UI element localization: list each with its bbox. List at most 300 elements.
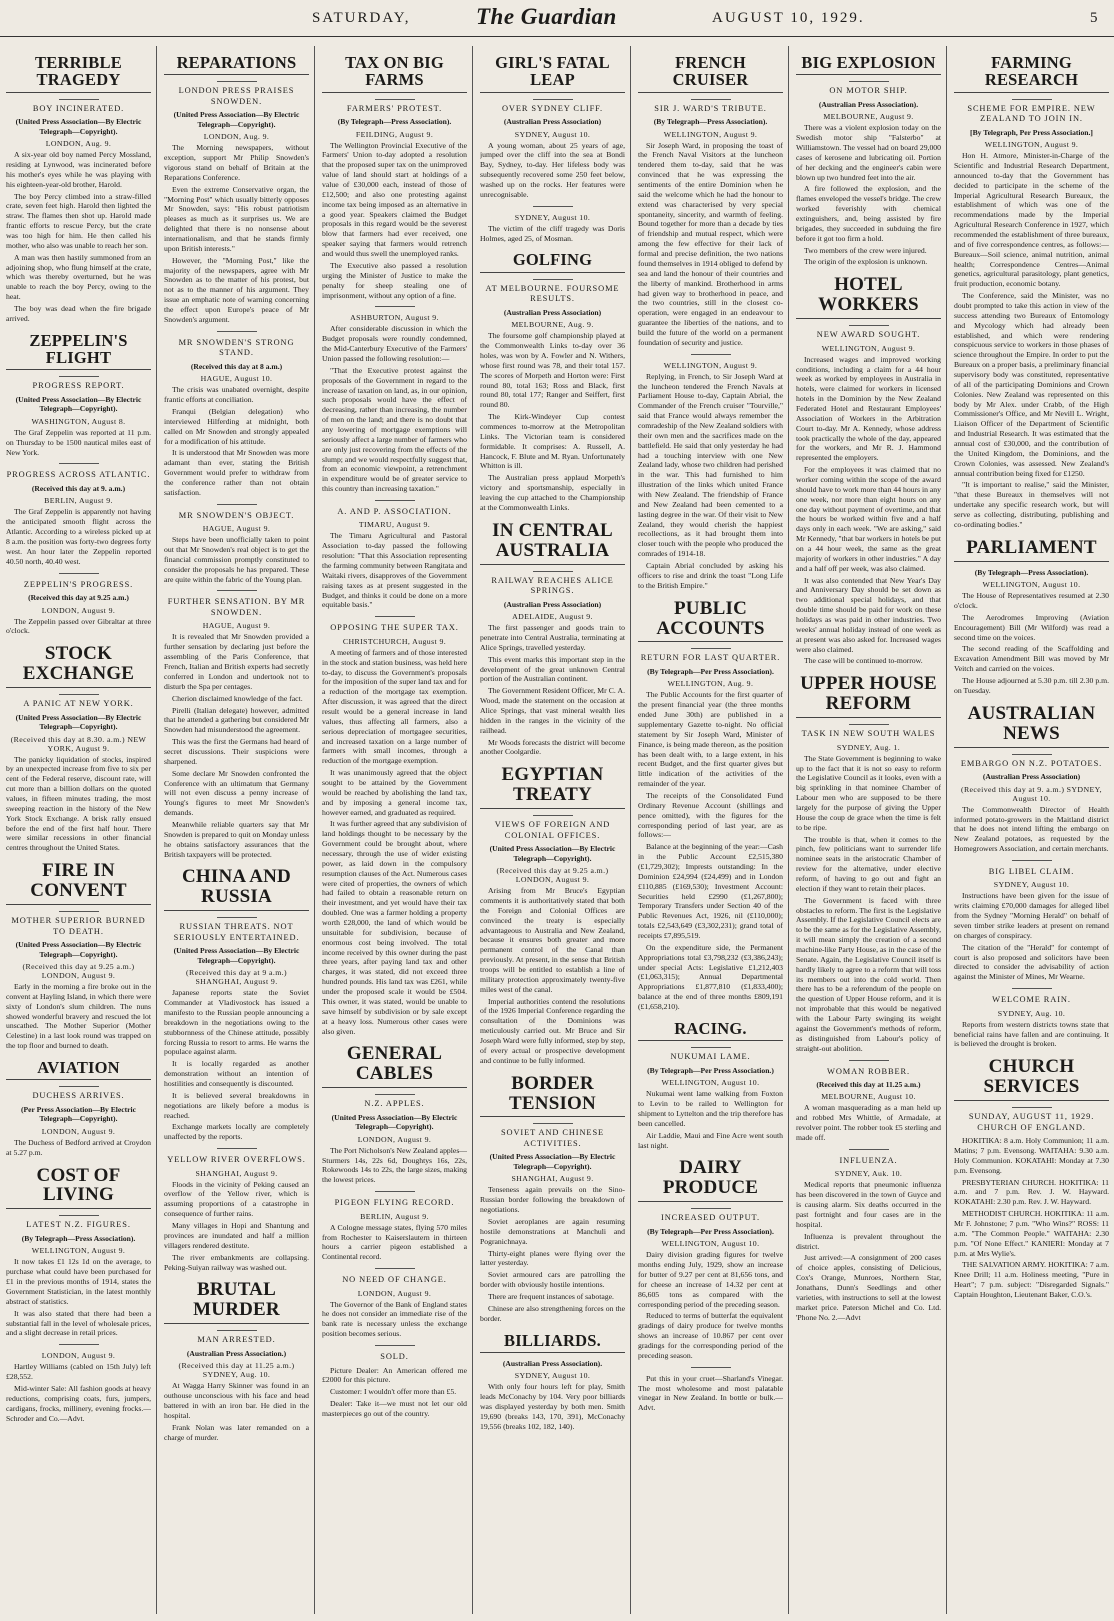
article-paragraph: On the expenditure side, the Permanent Appropriations total £3,798,232 (£3,386,243); under special Acts: Legislative £1,212,403 (£1,063,315); Annual Departmental Appropriations £1,877,810 (£1,833,400); balance at the end of three months £809,191 (£1,658,210). bbox=[638, 942, 783, 1012]
article-paragraph: Sir Joseph Ward, in proposing the toast of the French Naval Visitors at the luncheon tendered them to-day, said that he was convinced that he was expressing the sentiments of the entire Dominion when he said the welcome which he had the honour to extend was characterised by very special spontaneity, sincerity, and warmth of feeling. Bound together for more than a decade by ties of friendship and mutual respect, which were among the few effective for their lack of formal and precise definition, the two nations found themselves in 1914 obliged to defend by sea and land the honour of their countries and the liberty of mankind. Brotherhood in arms had given way to brotherhood in peace, and the two countries, still in the closest co-operation, were engaged in an endeavour to guarantee the liberties of the nations, and to build the future of the world on a permanent foundation of security and justice. bbox=[638, 140, 783, 347]
article-paragraph: A Cologne message states, flying 570 miles from Rochester to Kaiserslautern in thirteen hours a carrier pigeon established a Continental record. bbox=[322, 1222, 467, 1262]
article-dateline: BERLIN, August 9. bbox=[360, 1211, 429, 1221]
article-subhead: INCREASED OUTPUT. bbox=[638, 1208, 783, 1224]
article-headline: BILLIARDS. bbox=[480, 1332, 625, 1353]
article-dateline: WELLINGTON, August 9. bbox=[821, 343, 916, 353]
article-dateline: SYDNEY, August 10. bbox=[514, 212, 591, 222]
section-divider bbox=[59, 573, 99, 574]
article-paragraph: The State Government is beginning to wake up to the fact that it is not so easy to reform the Legislative Council as it looks, even with a big sprinkling in that nominee Chamber of Labour men who are supposed to be there largely for the purpose of giving the Upper House the coup de grace when the time is felt to be ripe. bbox=[796, 753, 941, 832]
article-paragraph: Steps have been unofficially taken to point out that Mr Snowden's real object is to get the financial commission promptly constituted to consider the proposals he has prepared. These are quite within the fabric of the Young plan. bbox=[164, 535, 309, 584]
article-paragraph: The Government Resident Officer, Mr C. A. Wood, made the statement on the occasion at Alice Springs, that vast mineral wealth lies hidden in the ranges in the vicinity of the railhead. bbox=[480, 686, 625, 735]
section-divider bbox=[375, 306, 415, 307]
article-headline: HOTEL WORKERS bbox=[796, 275, 941, 319]
article-paragraph: PRESBYTERIAN CHURCH. HOKITIKA: 11 a.m. and 7 p.m. Rev. J. W. Hayward. KOKATAHI: 2.30 p.m. Rev. J. W. Hayward. bbox=[954, 1177, 1109, 1207]
article-subhead: OVER SYDNEY CLIFF. bbox=[480, 99, 625, 115]
column-3 bbox=[322, 46, 467, 1614]
article bbox=[6, 1059, 151, 1158]
article bbox=[6, 1344, 151, 1423]
article-dateline: ADELAIDE, August 9. bbox=[512, 612, 593, 622]
article-paragraph: For the employees it was claimed that no worker coming within the scope of the award should have to work more than 44 hours in any one week, nor more than eight hours on any one day without payment of overtime, and that the hours be worked within five and a half days only in each week. "We are asking," said Mr Kennedy, "that bar workers in hotels be put on a 44 hour week, the same as the great majority of workers in other industries." A day and a half off per week, was also claimed. bbox=[796, 465, 941, 573]
article-paragraph: However, the "Morning Post," like the majority of the newspapers, agree with Mr Snowden as to the matter of his protest, but not as to the manner of his argument. They issue an emphatic note of warning concerning the effect upon Europe's peace of Mr Snowden's argument. bbox=[164, 255, 309, 324]
article-subhead: RUSSIAN THREATS. NOT SERIOUSLY ENTERTAINED. bbox=[164, 917, 309, 943]
article-dateline: SYDNEY, August 10. bbox=[514, 129, 591, 139]
article-dateline: (Received this day at 9. a.m.) SYDNEY, August 10. bbox=[960, 784, 1103, 803]
article-paragraph: The foursome golf championship played at the Commonwealth Links to-day over 36 holes, was won by A. Fowler and N. Withers, whose first round was 78, and their total 157. The scores of Morpeth and Horton were: First round 80, total 163; Ross and Black, first round 80, total 177; Ranger and Seiffert, first round 80. bbox=[480, 331, 625, 410]
article-paragraph: HOKITIKA: 8 a.m. Holy Communion; 11 a.m. Matins; 7 p.m. Evensong. WAITAHA: 9.30 a.m. Holy Communion. KOKATAHI: Monday at 7.30 p.m. Evensong. bbox=[954, 1136, 1109, 1175]
article-paragraph: A woman masquerading as a man held up and robbed Mrs Whittle, of Armadale, at revolver point. The robber took £5 sterling and made off. bbox=[796, 1103, 941, 1143]
article-paragraph: The Commonwealth Director of Health informed potato-growers in the Maitland district that he does not intend lifting the embargo on New Zealand potatoes, as requested by the Homegrowers Association, and certain merchants. bbox=[954, 804, 1109, 854]
article-credit: (Per Press Association—By Electric Telegraph—Copyright). bbox=[20, 1104, 137, 1124]
article-dateline: BERLIN, August 9. bbox=[44, 496, 113, 506]
article-paragraph: There are frequent instances of sabotage. bbox=[488, 1292, 614, 1302]
article-subhead: SIR J. WARD'S TRIBUTE. bbox=[638, 99, 783, 115]
section-divider bbox=[59, 1344, 99, 1345]
article bbox=[480, 765, 625, 1065]
article-dateline: HAGUE, August 9. bbox=[202, 524, 271, 534]
article-paragraph: It now takes £1 12s 1d on the average, to purchase what could have been purchased for £1 in the previous months of 1914, states the Government Statistician, in the latest monthly abstract of statistics. bbox=[6, 1257, 151, 1306]
article-paragraph: Balance at the beginning of the year:—Cash in the Public Account £2,515,380 (£1,729,302); Imprests outstanding: In the Dominion £24,994 (£24,499) and in London £110,885 (£169,530); Investment Account: Securities held £2990 (£1,267,800); Temporary Transfers under Section 40 of the Public Revenues Act, 1926, nil (£110,000); totals £2,543,649 (£3,302,231); grand total of receipts £7,895,519. bbox=[638, 842, 783, 941]
section-divider bbox=[375, 1191, 415, 1192]
article-subhead: ZEPPELIN'S PROGRESS. bbox=[23, 579, 134, 589]
article-dateline: WELLINGTON, August 10. bbox=[982, 580, 1081, 590]
article-subhead: WOMAN ROBBER. bbox=[827, 1066, 910, 1076]
article bbox=[796, 275, 941, 666]
article bbox=[796, 54, 941, 267]
masthead-title: The Guardian bbox=[476, 4, 617, 29]
section-divider bbox=[849, 1060, 889, 1061]
article-paragraph: Thirty-eight planes were flying over the latter yesterday. bbox=[480, 1248, 625, 1268]
article-paragraph: The Public Accounts for the first quarter of the present financial year (the three months ended June 30th) are published in a supplementary Gazette to-night. No official statement by Sir Joseph Ward, Minister of Finance, is being made thereon, as the position has been dealt with, to a large extent, in his recent Budget, and the first quarter gives but little indication of the activities of the remainder of the year. bbox=[638, 690, 783, 789]
article-paragraph: METHODIST CHURCH. HOKITIKA: 11 a.m. Mr F. Johnstone; 7 p.m. "Who Wins?" ROSS: 11 a.m. "The Common People." WAITAHA: 2.30 p.m. "Of None Effect." KANIERI: Monday at 7 p.m. at Mrs Wylie's. bbox=[954, 1209, 1109, 1258]
article-paragraph: Some declare Mr Snowden confronted the Conference with an ultimatum that Germany will not even discuss a penny increase of Young's figures to meet Mr Snowden's demands. bbox=[164, 768, 309, 818]
article-credit: (Australian Press Association) bbox=[982, 772, 1081, 782]
article-credit: (Australian Press Association) bbox=[503, 599, 602, 609]
article-subhead: LONDON PRESS PRAISES SNOWDEN. bbox=[164, 81, 309, 107]
article-headline: BRUTAL MURDER bbox=[164, 1280, 309, 1324]
article-paragraph: The Morning newspapers, without exception, support Mr Philip Snowden's vigorous stand on behalf of Britain at the Reparations Conference. bbox=[164, 143, 309, 182]
article-paragraph: The Timaru Agricultural and Pastoral Association to-day passed the following resolution: "That this Association representing the farming community between Rangitata and Waitaki rivers, disapproves of the Government raising taxes as at present suggested in the Budget, and thinks it could be done on a more equitable basis." bbox=[322, 531, 467, 610]
article bbox=[322, 54, 467, 300]
article-paragraph: Frank Nolan was later remanded on a charge of murder. bbox=[164, 1422, 309, 1442]
article-paragraph: The Governor of the Bank of England states he does not consider an immediate rise of the bank rate is necessary unless the exchange position becomes serious. bbox=[322, 1299, 467, 1339]
article-paragraph: The citation of the "Herald" for contempt of court is also proposed and solicitors have been directed to consider the advisability of action against the Minister of Mines, Mr Wearne. bbox=[954, 942, 1109, 982]
article-dateline: MELBOURNE, August 9. bbox=[823, 112, 914, 122]
article-paragraph: Arising from Mr Bruce's Egyptian comments it is authoritatively stated that both the Foreign and Colonial Offices are convinced the treaty is especially advantageous to Australia and New Zealand, because it ensures both greater and more permanent control of the Canal than previously. At present, in the sense that British troops will be entitled to establish a line of military protection approximately twenty-five miles west of the canal. bbox=[480, 886, 625, 994]
article-paragraph: "That the Executive protest against the proposals of the Government in regard to the increase of taxation on land, as, in our opinion, such proposals would have the effect of decreasing, rather than increasing, the number of men on the land; and there is no doubt that any lowering of mortgage exemptions will seriously affect a large number of farmers who are only just recovering from the effects of the slump; and we would respectfully suggest that, from an economic viewpoint, a retrenchment in expenditure would be of greater service to this country than increasing taxation." bbox=[322, 365, 467, 494]
article-paragraph: Dealer: Take it—we must not let our old masterpieces go out of the country. bbox=[322, 1399, 467, 1418]
article-subhead: ON MOTOR SHIP. bbox=[796, 81, 941, 97]
article bbox=[638, 1367, 783, 1413]
article-credit: (By Telegraph—Press Association). bbox=[653, 117, 768, 127]
article-paragraph: Nukumai went lame walking from Foxton to Levin to be railed to Wellington for shipment to Lyttelton and the trip therefore has been cancelled. bbox=[638, 1089, 783, 1128]
article bbox=[6, 332, 151, 458]
article-paragraph: A man was then hastily summoned from an adjoining shop, who flung himself at the crate, which was thereby overturned, but he was unable to reach the boy Percy, owing to the heat. bbox=[6, 252, 151, 302]
article bbox=[6, 861, 151, 1051]
article-credit: (Received this day at 11.25 a.m.) bbox=[816, 1080, 921, 1089]
article-subhead: FARMERS' PROTEST. bbox=[322, 99, 467, 115]
article-headline: COST OF LIVING bbox=[6, 1166, 151, 1210]
article bbox=[480, 1332, 625, 1432]
article-headline: STOCK EXCHANGE bbox=[6, 644, 151, 688]
article-paragraph: The boy was dead when the fire brigade arrived. bbox=[6, 303, 151, 323]
article-paragraph: The second reading of the Scaffolding and Excavation Amendment Bill was moved by Mr Veitch and carried on the voices. bbox=[954, 644, 1109, 674]
page-number: 5 bbox=[1090, 10, 1098, 26]
article bbox=[322, 1191, 467, 1262]
article-dateline: WELLINGTON, August 9. bbox=[663, 360, 758, 370]
article-paragraph: Replying, in French, to Sir Joseph Ward at the luncheon tendered the French Navals at Parliament House to-day, Captain Abrial, the Commander of the French cruiser "Tourville," said that France would always remember the comradeship of the New Zealand soldiers with their own men and the sacrifices made on the battlefield. He said that only yesterday he had had a touching interview with one New Zealand lady, whose two children had perished in the war. This had furnished to him illustration of the links which united France with New Zealand. The friendship of France and New Zealand had been cemented to a lasting degree in the war. Of their visit to New Zealand, they would cherish the happiest recollections, as it had brought them into closer touch with the people who produced the comrades of 1914-18. bbox=[638, 371, 783, 559]
article-credit: (United Press Association—By Electric Telegraph—Copyright). bbox=[15, 712, 142, 732]
article-dateline: WELLINGTON, Aug. 9. bbox=[667, 679, 754, 689]
article-subhead: SOLD. bbox=[380, 1352, 409, 1362]
article-headline: AUSTRALIAN NEWS bbox=[954, 704, 1109, 748]
article-credit: (By Telegraph—Press Association). bbox=[974, 567, 1089, 577]
article-credit: (Australian Press Association). bbox=[502, 1358, 603, 1368]
article bbox=[638, 599, 783, 1012]
article-dateline: (Received this day at 8.30. a.m.) NEW YORK, August 9. bbox=[10, 734, 147, 753]
article-paragraph: Many villages in Hopi and Shantung and provinces are inundated and half a million villagers rendered destitute. bbox=[164, 1221, 309, 1250]
article bbox=[796, 1149, 941, 1323]
article-paragraph: The river embankments are collapsing. Peking-Suiyan railway was washed out. bbox=[164, 1252, 309, 1272]
article-headline: IN CENTRAL AUSTRALIA bbox=[480, 521, 625, 565]
article-paragraph: The Conference, said the Minister, was no doubt prompted to take this action in view of the success attending two Bureaux of Entomology and Mycology which had already been established, and which were rendering conspicuous service to workers in those phases of science throughout the Empire. In order to put the Bureaux on a proper basis, a preliminary financial supervisory body was constituted, representative of all of the participating Dominions and Crown Colonies. New Zealand was represented on this body by Mr Alex. under Crabb, of the High Commissioner's Office, and Mr Nevill L. Wright, Liaison Officer of the Department of Scientific and Industrial Research. It was estimated that the annual cost of £30,000, and the contribution of the United Kingdom, the Dominions, and the Crown Colonies, was assessed. New Zealand's annual contribution being fixed for £1250. bbox=[954, 291, 1109, 478]
column-1 bbox=[6, 46, 151, 1614]
article bbox=[164, 1280, 309, 1442]
article bbox=[164, 590, 309, 859]
article-subhead: A. AND P. ASSOCIATION. bbox=[337, 506, 452, 516]
article bbox=[954, 538, 1109, 696]
article-credit: (United Press Association—By Electric Telegraph—Copyright). bbox=[15, 394, 142, 414]
section-divider bbox=[217, 1148, 257, 1149]
section-divider bbox=[217, 331, 257, 332]
article-subhead: PROGRESS ACROSS ATLANTIC. bbox=[6, 470, 151, 480]
article-headline: BIG EXPLOSION bbox=[796, 54, 941, 75]
article-paragraph: The Executive also passed a resolution urging the Minister of Justice to make the penalty for sheep stealing one of imprisonment, without any option of a fine. bbox=[322, 260, 467, 300]
article bbox=[322, 1044, 467, 1185]
article bbox=[6, 1166, 151, 1339]
article-subhead: OPPOSING THE SUPER TAX. bbox=[330, 623, 459, 633]
article-paragraph: The Wellington Provincial Executive of the Farmers' Union to-day adopted a resolution that the proposed super tax on the unimproved value of land should start at holdings of a value of £30,000 each, instead of those of £12,500; and also one protesting against income tax being imposed as an alternative in a good year. Speakers claimed the Budget proposals in this regard would be the severest blow that farmers had ever received, one speaker saying that farmers would retrench and would thus swell the unemployed ranks. bbox=[322, 140, 467, 259]
article-headline: FIRE IN CONVENT bbox=[6, 861, 151, 905]
article-paragraph: Soviet armoured cars are patrolling the border with obviously hostile intentions. bbox=[480, 1270, 625, 1290]
article-paragraph: The Duchess of Bedford arrived at Croydon at 5.27 p.m. bbox=[6, 1137, 151, 1157]
article-paragraph: Put this in your cruet—Sharland's Vinegar. The most wholesome and most palatable vinegar in New Zealand. In bottle or bulk.—Advt. bbox=[638, 1373, 783, 1413]
article-paragraph: The receipts of the Consolidated Fund Ordinary Revenue Account (shillings and pence omitted), with the figures for the corresponding period of last year, are as follows:— bbox=[638, 791, 783, 840]
article-subhead: MAN ARRESTED. bbox=[164, 1330, 309, 1346]
article-subhead: TASK IN NEW SOUTH WALES bbox=[796, 724, 941, 740]
article-paragraph: "It is important to realise," said the Minister, "that these Bureaux in themselves will not undertake any specific research work, but will serve as collecting, distributing, publishing and co-ordinating bodies." bbox=[954, 480, 1109, 529]
article bbox=[638, 354, 783, 591]
section-divider bbox=[691, 354, 731, 355]
article-headline: DAIRY PRODUCE bbox=[638, 1158, 783, 1202]
article-subhead: NEW AWARD SOUGHT. bbox=[796, 325, 941, 341]
article-dateline: SHANGHAI, August 9. bbox=[195, 1168, 278, 1178]
article-headline: TERRIBLE TRAGEDY bbox=[6, 54, 151, 93]
article-paragraph: Imperial authorities contend the resolutions of the 1926 Imperial Conference regarding the consultation of the Dominions was meticulously carried out. Mr Bruce and Sir Joseph Ward were fully informed, step by step, of every actual or prospective development and continue to be fully informed. bbox=[480, 996, 625, 1065]
article-credit: (By Telegraph—Press Association). bbox=[21, 1233, 136, 1243]
article-credit: (Received this day at 8 a.m.) bbox=[190, 361, 283, 371]
article-credit: (United Press Association—By Electric Telegraph—Copyright). bbox=[489, 844, 616, 863]
article bbox=[796, 1060, 941, 1143]
column-rule bbox=[156, 46, 157, 1614]
article-paragraph: The Australian press applaud Morpeth's victory and sportsmanship, especially in leaving the cup attached to the Championship at the Commonwealth Links. bbox=[480, 473, 625, 512]
article-paragraph: Even the extreme Conservative organ, the "Morning Post" which usually bitterly opposes Mr Snowden, says: "His robust patriotism pleases as much as it surprises us. We are delighted that there is no nonsense about internationalism, and that he stands firmly upon British interests." bbox=[164, 184, 309, 253]
article-paragraph: Hartley Williams (cabled on 15th July) left £28,552. bbox=[6, 1362, 151, 1382]
article-credit: (Australian Press Association.) bbox=[186, 1348, 287, 1358]
article-paragraph: The Port Nicholson's New Zealand apples—Sturmers 14s, 22s 6d, Doughtys 16s, 22s, Rokewoods 14s to 22s, the large sizes, making the lowest prices. bbox=[322, 1145, 467, 1185]
article-dateline: SYDNEY, August 10. bbox=[993, 880, 1070, 890]
article-paragraph: The panicky liquidation of stocks, inspired by an unexpected increase from five to six per cent of the Federal reserve, discount rate, will cut more than a billion dollars on the quoted values, in fifteen minutes trading, the most sweeping reaction in the history of the New York Stock Exchange. A brisk rally ensued before the end of the first half hour. There were similar recessions in other financial centres throughout the United States. bbox=[6, 754, 151, 853]
article-paragraph: THE SALVATION ARMY. HOKITIKA: 7 a.m. Knee Drill; 11 a.m. Holiness meeting, "Pure in Heart"; 7 p.m. subject: "Disregarded Signals." Captain Houghton, Lieutenant Baker, C.O.'s. bbox=[954, 1260, 1109, 1300]
article-paragraph: It was also contended that New Year's Day and Anniversary Day should be set down as two additional special holidays, and that double time should be paid for work on these holidays as was paid in other industries. Two weeks' annual holiday instead of one week as at present was also asked for. Increased wages were also claimed. bbox=[796, 575, 941, 654]
article-dateline: (Received this day at 9.25 a.m.) LONDON, August 9. bbox=[22, 962, 135, 980]
section-divider bbox=[375, 1268, 415, 1269]
article-paragraph: It is understood that Mr Snowden was more adamant than ever, stating the British Government would prefer to withdraw from the conference rather than not obtain satisfaction. bbox=[164, 448, 309, 497]
article-subhead: EMBARGO ON N.Z. POTATOES. bbox=[954, 754, 1109, 770]
article-paragraph: Captain Abrial concluded by asking his officers to rise and drink the toast "Long Life to the British Empire." bbox=[638, 560, 783, 590]
article-paragraph: It is locally regarded as another demonstration without an intention of hostilities and consequently is discounted. bbox=[164, 1059, 309, 1088]
article-headline: AVIATION bbox=[6, 1059, 151, 1080]
article-dateline: MELBOURNE, August 10. bbox=[821, 1092, 916, 1102]
section-divider bbox=[59, 463, 99, 464]
article-dateline: LONDON, Aug. 9. bbox=[203, 132, 270, 142]
article-credit: (Received this day at 9. a.m.) bbox=[31, 483, 126, 493]
article-dateline: LONDON, August 9. bbox=[41, 1126, 116, 1136]
article-paragraph: It is revealed that Mr Snowden provided a further sensation by declaring just before the assembling of the Paris Conference, that French, Italian and British experts had secretly conferred in London and undertook not to disturb the Spa per centages. bbox=[164, 632, 309, 691]
article bbox=[6, 573, 151, 637]
article-paragraph: It is believed several breakdowns in negotiations are likely before a modus is reached. bbox=[164, 1090, 309, 1120]
article-paragraph: At Wagga Harry Skinner was found in an outhouse unconscious with his face and head battered in with an iron bar. He died in the hospital. bbox=[164, 1381, 309, 1420]
article-headline: FRENCH CRUISER bbox=[638, 54, 783, 93]
article-paragraph: Picture Dealer: An American offered me £2000 for this picture. bbox=[322, 1365, 467, 1385]
article bbox=[638, 54, 783, 348]
column-rule bbox=[314, 46, 315, 1614]
article-paragraph: Japanese reports state the Soviet Commander at Vladivostock has issued a manifesto to the Russian people announcing a breakdown in the negotiations owing to the stubbornness of the Chinese attitude, possibly forcing Russia to resort to arms. He warns the populace against alarm. bbox=[164, 988, 309, 1057]
article-subhead: RAILWAY REACHES ALICE SPRINGS. bbox=[480, 571, 625, 597]
section-divider bbox=[691, 1367, 731, 1368]
article-headline: RACING. bbox=[638, 1020, 783, 1041]
article bbox=[322, 306, 467, 494]
article bbox=[164, 1148, 309, 1272]
section-divider bbox=[375, 500, 415, 501]
article-paragraph: A six-year old boy named Percy Mossland, residing at Lynwood, was incinerated before his mother's eyes while he was playing with his eighteen-year-old brother, Harold. bbox=[6, 150, 151, 189]
article-subhead: BIG LIBEL CLAIM. bbox=[988, 866, 1075, 876]
article-dateline: HAGUE, August 9. bbox=[202, 621, 271, 631]
column-6 bbox=[796, 46, 941, 1614]
article-dateline: SYDNEY, Aug. 1. bbox=[836, 742, 901, 752]
article-paragraph: This event marks this important step in the development of the great unknown Central portion of the Australian continent. bbox=[480, 654, 625, 684]
article-dateline: HAGUE, August 10. bbox=[200, 374, 273, 384]
masthead-date: AUGUST 10, 1929. bbox=[712, 10, 865, 26]
article-headline: ZEPPELIN'S FLIGHT bbox=[6, 332, 151, 371]
article-credit: (By Telegraph—Press Association). bbox=[337, 117, 452, 127]
article-credit: (United Press Association—By Electric Telegraph—Copyright). bbox=[489, 1152, 616, 1171]
article bbox=[164, 867, 309, 1142]
article bbox=[6, 463, 151, 566]
article-subhead: SUNDAY, AUGUST 11, 1929. CHURCH OF ENGLAND. bbox=[954, 1107, 1109, 1133]
column-5 bbox=[638, 46, 783, 1614]
article-paragraph: The crisis was unabated overnight, despite frantic efforts at conciliation. bbox=[164, 385, 309, 405]
article-paragraph: Just arrived:—A consignment of 200 cases of choice apples, consisting of Delicious, Cox's Orange, Munroes, Northern Star, Jonathans, Dunn's Seedlings and other varieties, with instructions to sell at the lowest market price. Paterson Michel and Co. Ltd. 'Phone No. 2.—Advt bbox=[796, 1253, 941, 1322]
article-headline: CHURCH SERVICES bbox=[954, 1057, 1109, 1101]
article-subhead: WELCOME RAIN. bbox=[992, 995, 1071, 1005]
article bbox=[322, 500, 467, 610]
masthead bbox=[0, 0, 1114, 37]
article-paragraph: The Government is faced with three obstacles to reform. The first is the Legislative Assembly. If the Legislative Council elects are to be the same as for the Legislative Assembly, it will mean simply the creation of a second machine-like Party House, as in the case of the Senate. Again, the Legislative Council itself is hardly likely to agree to a reform that will toss its members out into the cold world. Then there has to be a referendum of the people on the question of Upper House reform, and it is not improbable that this would be negatived with the Labour Party swinging its weight against the Government's methods of reform, as distinguished from Labour's policy of straight-out abolition. bbox=[796, 895, 941, 1053]
article bbox=[480, 54, 625, 200]
article-credit: (By Telegraph—Per Press Association.) bbox=[647, 1065, 774, 1075]
article bbox=[954, 704, 1109, 854]
article-credit: (Australian Press Association). bbox=[818, 99, 919, 109]
article-subhead: N.Z. APPLES. bbox=[322, 1094, 467, 1110]
article-credit: (United Press Association—By Electric Telegraph—Copyright). bbox=[15, 117, 142, 136]
article-subhead: BOY INCINERATED. bbox=[6, 99, 151, 115]
article-paragraph: Hon H. Atmore, Minister-in-Charge of the Scientific and Industrial Research Department, announced to-day that the Government has decided to participate in the scheme of the Imperial Agricultural Research Bureaux, the establishment of which was one of the recommendations made by the Imperial Agricultural Research Conference in 1927, which recommended the establishment of three bureaux, and of five correspondence centres, as follows:—Bureaux—Soil science, animal nutrition, animal health; Correspondence Centres—Animal genetics, agricultural parasitology, plant genetics, fruit production, economic botany. bbox=[954, 151, 1109, 289]
article-paragraph: After considerable discussion in which the Budget proposals were roundly condemned, the Mid-Canterbury Executive of the Farmers' Union passed the following resolution:— bbox=[322, 324, 467, 363]
article-headline: PARLIAMENT bbox=[954, 538, 1109, 562]
article bbox=[480, 521, 625, 758]
article-subhead: FURTHER SENSATION. BY MR SNOWDEN. bbox=[167, 597, 306, 617]
article-paragraph: Floods in the vicinity of Peking caused an overflow of the Yellow river, which is assuming proportions of a catastrophe in consequence of further rains. bbox=[164, 1179, 309, 1219]
article-headline: UPPER HOUSE REFORM bbox=[796, 674, 941, 718]
article-credit: [By Telegraph, Per Press Association.] bbox=[970, 127, 1093, 137]
article-paragraph: The House adjourned at 5.30 p.m. till 2.30 p.m. on Tuesday. bbox=[954, 676, 1109, 695]
article-paragraph: With only four hours left for play, Smith leads McConachy by 104. Very poor billiards was displayed yesterday by both men. Smith 19,690 (breaks 143, 170, 391), McConachy 19,556 (breaks 102, 182, 140). bbox=[480, 1382, 625, 1431]
article-dateline: FEILDING, August 9. bbox=[355, 129, 434, 139]
article-subhead: PROGRESS REPORT. bbox=[6, 376, 151, 392]
article-headline: GENERAL CABLES bbox=[322, 1044, 467, 1088]
article-credit: (United Press Association—By Electric Telegraph—Copyright). bbox=[331, 1112, 458, 1132]
article-paragraph: The victim of the cliff tragedy was Doris Holmes, aged 25, of Mosman. bbox=[480, 223, 625, 243]
article-dateline: WELLINGTON, August 10. bbox=[661, 1239, 760, 1249]
article-paragraph: Increased wages and improved working conditions, including a claim for a 44 hour week as worked by employees in Australia in hotels, were claimed for workers in licensed hotels in the Dominion by the New Zealand Federated Hotel and Restaurant Employees' Association of Workers in the Arbitration Court to-day. Mr A. Kennedy, whose address took practically the whole of the day, appeared for the workers, and Mr R. J. Hammond represented the employers. bbox=[796, 354, 941, 463]
article-paragraph: The trouble is that, when it comes to the pinch, few politicians want to surrender life nominee seats in the aristocratic Chamber of review for the alternative, under elective reform, of having to go out and fight an election if they want to retain their places. bbox=[796, 834, 941, 893]
article-paragraph: Franqui (Belgian delegation) who interviewed Hilferding at midnight, both called on Mr Snowden and strongly appealed for a modification of his attitude. bbox=[164, 406, 309, 446]
article bbox=[954, 860, 1109, 982]
column-rule bbox=[788, 46, 789, 1614]
article-paragraph: The first passenger and goods train to penetrate into Central Australia, terminating at Alice Springs, travelled yesterday. bbox=[480, 623, 625, 652]
article-subhead: INFLUENZA. bbox=[839, 1155, 898, 1165]
section-divider bbox=[217, 590, 257, 591]
article-paragraph: Customer: I wouldn't offer more than £5. bbox=[330, 1387, 457, 1397]
article-headline: TAX ON BIG FARMS bbox=[322, 54, 467, 93]
article-subhead: DUCHESS ARRIVES. bbox=[6, 1086, 151, 1102]
article-subhead: YELLOW RIVER OVERFLOWS. bbox=[167, 1155, 306, 1165]
article-paragraph: Tenseness again prevails on the Sino-Russian border following the breakdown of negotiations. bbox=[480, 1185, 625, 1215]
article-dateline: LONDON, August 9. bbox=[41, 1351, 116, 1361]
article-dateline: LONDON, August 9. bbox=[357, 1134, 432, 1144]
article-paragraph: Meanwhile reliable quarters say that Mr Snowden is prepared to quit on Monday unless he obtains satisfactory assurances that the British taxpayers will be protected. bbox=[164, 819, 309, 859]
article-paragraph: The Zeppelin passed over Gibraltar at three o'clock. bbox=[6, 616, 151, 636]
article bbox=[954, 1057, 1109, 1300]
article-paragraph: Instructions have been given for the issue of writs claiming £70,000 damages for alleged libel from the Sydney "Morning Herald" on behalf of seven timber strike leaders at present on remand on charges of conspiracy. bbox=[954, 891, 1109, 940]
article-paragraph: Influenza is prevalent throughout the district. bbox=[796, 1231, 941, 1251]
article-credit: (By Telegraph—Per Press Association). bbox=[647, 1226, 774, 1236]
column-7 bbox=[954, 46, 1109, 1614]
section-divider bbox=[217, 504, 257, 505]
article-paragraph: The Kirk-Windeyer Cup contest commences to-morrow at the Metropolitan Links. The Victorian team is considered formidable. It comprises: A. Russell, A. Hancock, F. Blute and M. Ryan. Unfortunately Whitton is ill. bbox=[480, 412, 625, 471]
article-dateline: (Received this day at 11.25 a.m.) SYDNEY, Aug. 10. bbox=[178, 1361, 295, 1380]
article bbox=[6, 644, 151, 853]
article-subhead: VIEWS OF FOREIGN AND COLONIAL OFFICES. bbox=[480, 815, 625, 841]
article-dateline: (Received this day at 9 a.m.) SHANGHAI, August 9. bbox=[185, 968, 288, 987]
article-headline: CHINA AND RUSSIA bbox=[164, 867, 309, 911]
article-dateline: LONDON, August 9. bbox=[357, 1288, 432, 1298]
article-dateline: WELLINGTON, August 9. bbox=[984, 140, 1079, 150]
article-subhead: NO NEED OF CHANGE. bbox=[342, 1275, 447, 1285]
article bbox=[164, 504, 309, 585]
article bbox=[164, 331, 309, 498]
article bbox=[322, 1268, 467, 1339]
article-subhead: SOVIET AND CHINESE ACTIVITIES. bbox=[480, 1123, 625, 1149]
article bbox=[480, 251, 625, 512]
article-dateline: SYDNEY, Auk. 10. bbox=[834, 1169, 903, 1179]
article-paragraph: Pirelli (Italian delegate) however, admitted that he attended a gathering but considered Mr Snowden had misunderstood the agreement. bbox=[164, 705, 309, 735]
article-headline: EGYPTIAN TREATY bbox=[480, 765, 625, 809]
section-divider bbox=[375, 1345, 415, 1346]
article-paragraph: Reduced to terms of butterfat the equivalent gradings of dairy produce for twelve months shows an increase of 10.867 per cent over gradings for the corresponding period of the preceding season. bbox=[638, 1311, 783, 1360]
article-dateline: LONDON, August 9. bbox=[41, 605, 116, 615]
article-subhead: LATEST N.Z. FIGURES. bbox=[6, 1215, 151, 1231]
article-credit: (Australian Press Association) bbox=[503, 117, 602, 127]
article-headline: FARMING RESEARCH bbox=[954, 54, 1109, 93]
article-paragraph: The Aerodromes Improving (Aviation Encouragement) Bill (Mr Wilford) was read a second time on the voices. bbox=[954, 612, 1109, 642]
article-credit: (United Press Association—By Electric Telegraph—Copyright). bbox=[15, 940, 142, 959]
article-paragraph: There was a violent explosion today on the Swedish motor ship "Falsterbo" at Williamstown. The vessel had on board 29,000 cases of kerosene and lubricating oil. Portion of her decking and the engineer's cabin were blown up two hundred feet into the air. bbox=[796, 123, 941, 182]
article-paragraph: Mr Woods forecasts the district will become another Coolgardie. bbox=[480, 737, 625, 757]
article-subhead: RETURN FOR LAST QUARTER. bbox=[638, 648, 783, 664]
article-dateline: SYDNEY, August 10. bbox=[514, 1371, 591, 1381]
article-paragraph: Medical reports that pneumonic influenza has been discovered in the town of Guyce and is causing alarm. Six deaths occurred in the past fortnight and four cases are in the hospital. bbox=[796, 1180, 941, 1229]
article-dateline: WELLINGTON, August 9. bbox=[663, 129, 758, 139]
article-paragraph: Chinese are also strengthening forces on the border. bbox=[480, 1303, 625, 1323]
article-paragraph: Mid-winter Sale: All fashion goods at heavy reductions, comprising coats, furs, jumpers, cardigans, frocks, millinery, evening frocks.—Schroder and Co.—Advt. bbox=[6, 1383, 151, 1423]
article-dateline: LONDON, Aug. 9. bbox=[45, 139, 112, 149]
column-rule bbox=[630, 46, 631, 1614]
article-paragraph: The boy Percy climbed into a straw-filled crate, seven feet high. Harold then lighted the straw. The flames then shot up. Harold made frantic efforts to rescue Percy, but the crate was too high for him. He then called his mother, who also was unable to reach her son. bbox=[6, 191, 151, 250]
article-paragraph: The House of Representatives resumed at 2.30 o'clock. bbox=[954, 591, 1109, 611]
article bbox=[954, 54, 1109, 530]
article-paragraph: The Graf Zeppelin is apparently not having the anticipated smooth flight across the Atlantic. According to a wireless picked up at 8 a.m. the position was forty-two degrees forty west. An hour later the Zeppelin reported 40.50 north, 40.40 west. bbox=[6, 507, 151, 566]
article-paragraph: A young woman, about 25 years of age, jumped over the cliff into the sea at Bondi Bay, Sydney, to-day. Her lifeless body was subsequently recovered some 250 feet below, washed up on the rocks. Her features were unrecognisable. bbox=[480, 140, 625, 199]
article-dateline: WELLINGTON, August 9. bbox=[31, 1246, 126, 1256]
column-rule bbox=[472, 46, 473, 1614]
article-dateline: WASHINGTON, August 8. bbox=[31, 416, 126, 426]
article-paragraph: It was unanimously agreed that the object sought to be attained by the Government would be reached by abolishing the land tax, and by imposing a general income tax, however earned, and graduated as required. bbox=[322, 768, 467, 817]
article-paragraph: Air Laddie, Maui and Fine Acre went south last night. bbox=[638, 1130, 783, 1150]
column-2 bbox=[164, 46, 309, 1614]
article-subhead: MOTHER SUPERIOR BURNED TO DEATH. bbox=[6, 911, 151, 937]
column-rule bbox=[946, 46, 947, 1614]
article-headline: PUBLIC ACCOUNTS bbox=[638, 599, 783, 643]
article-dateline: SHANGHAI, August 9. bbox=[511, 1174, 594, 1184]
article-credit: (United Press Association—By Electric Telegraph—Copyright). bbox=[173, 110, 300, 129]
article bbox=[480, 1074, 625, 1324]
article-credit: (Australian Press Association) bbox=[503, 307, 602, 317]
section-divider bbox=[1012, 988, 1052, 989]
column-4 bbox=[480, 46, 625, 1614]
article-paragraph: The origin of the explosion is unknown. bbox=[804, 257, 928, 267]
article-headline: REPARATIONS bbox=[164, 54, 309, 75]
article-dateline: SYDNEY, Aug. 10. bbox=[997, 1008, 1066, 1018]
article-credit: (By Telegraph—Per Press Association). bbox=[647, 666, 774, 676]
article-dateline: CHRISTCHURCH, August 9. bbox=[342, 636, 447, 646]
section-divider bbox=[1012, 860, 1052, 861]
article-subhead: SCHEME FOR EMPIRE. NEW ZEALAND TO JOIN IN. bbox=[954, 99, 1109, 125]
article bbox=[796, 674, 941, 1053]
article-paragraph: Dairy division grading figures for twelve months ending July, 1929, show an increase for butter of 9.27 per cent at 81,656 tons, and for cheese an increase of 14.32 per cent at 86,605 tons as compared with the corresponding period of the preceding season. bbox=[638, 1250, 783, 1309]
article-dateline: MELBOURNE, Aug. 9. bbox=[511, 320, 594, 330]
article-paragraph: Reports from western districts towns state that beneficial rains have fallen and are continuing. It is believed the drought is broken. bbox=[954, 1019, 1109, 1049]
